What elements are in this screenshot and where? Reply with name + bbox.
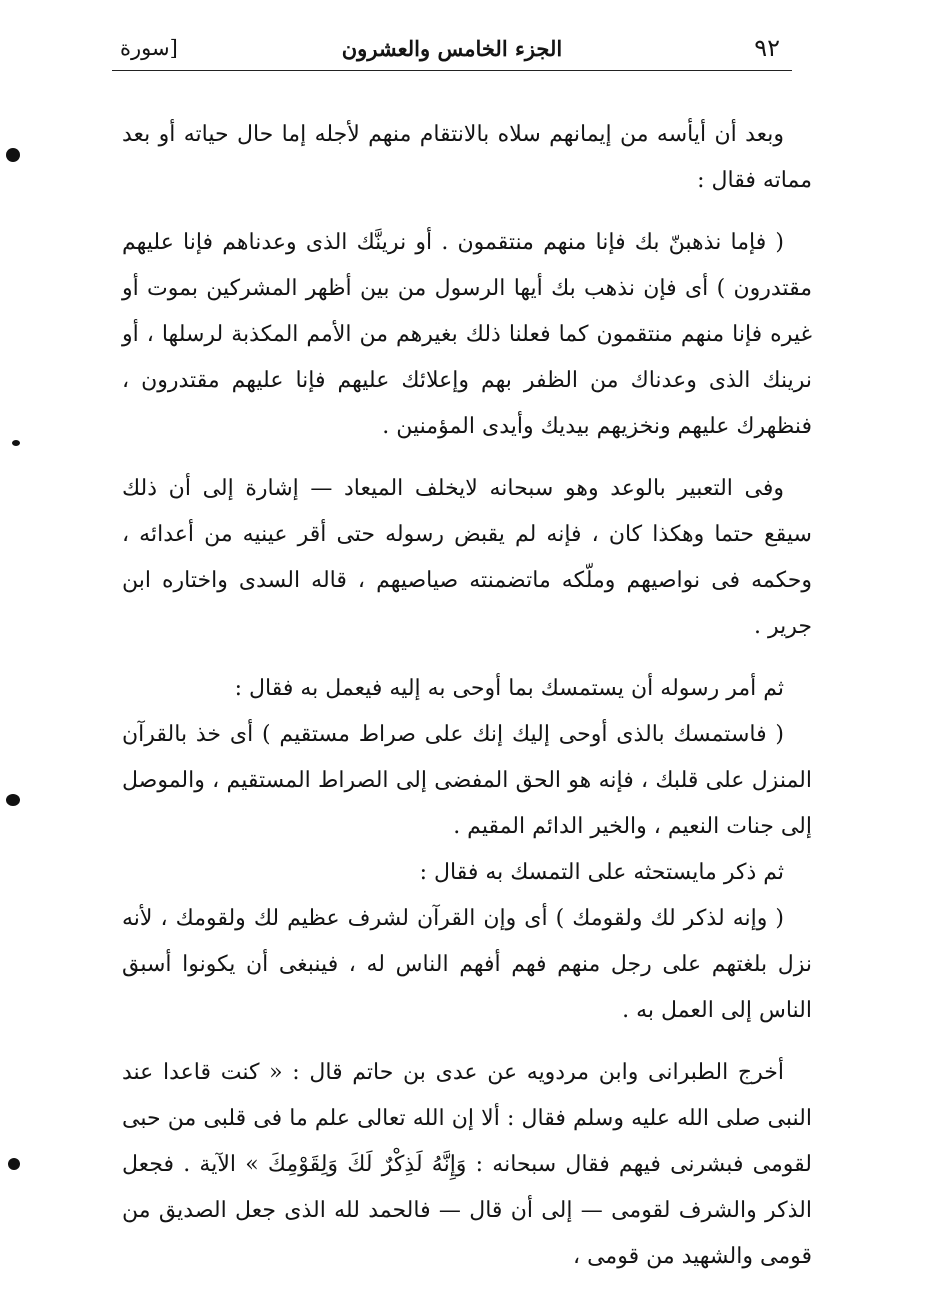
page-header (112, 30, 792, 70)
surah-label: [سورة (120, 36, 178, 60)
paragraph: ( فاستمسك بالذى أوحى إليك إنك على صراط مستقيم ) أى خذ بالقرآن المنزل على قلبك ، فإنه هو الحق المفضى إلى الصراط المستقيم ، والموصل إلى جنات النعيم ، والخير الدائم المقيم . (122, 722, 812, 839)
paragraph: ( فإما نذهبنّ بك فإنا منهم منتقمون . أو نرينَّك الذى وعدناهم فإنا عليهم مقتدرون ) أى فإن نذهب بك أيها الرسول من بين أظهر المشركين بموت أو غيره فإنا منهم منتقمون كما فعلنا ذلك بغيرهم من الأمم المكذبة لرسلها ، أو نرينك الذى وعدناك من الظفر بهم وإعلائك عليهم فإنا عليهم مقتدرون ، فنظهرك عليهم ونخزيهم بيديك وأيدى المؤمنين . (122, 230, 812, 439)
paragraph: وبعد أن أيأسه من إيمانهم سلاه بالانتقام منهم لأجله إما حال حياته أو بعد مماته فقال : (122, 122, 812, 193)
header-rule (112, 70, 792, 71)
body-text (122, 112, 812, 1280)
page-number: ٩٢ (754, 34, 780, 62)
scan-mark (6, 148, 20, 162)
paragraph: ثم ذكر مايستحثه على التمسك به فقال : (419, 860, 784, 885)
paragraph: أخرج الطبرانى وابن مردويه عن عدى بن حاتم قال : « كنت قاعدا عند النبى صلى الله عليه وسلم فقال : ألا إن الله تعالى علم ما فى قلبى من حبى لقومى فبشرنى فيهم فقال سبحانه : وَإِنَّهُ لَذِكْرٌ لَكَ وَلِقَوْمِكَ » الآية . فجعل الذكر والشرف لقومى — إلى أن قال — فالحمد لله الذى جعل الصديق من قومى والشهيد من قومى ، (122, 1060, 812, 1269)
scan-mark (8, 1158, 20, 1170)
scan-mark (12, 440, 20, 446)
running-title: الجزء الخامس والعشرون (341, 36, 563, 61)
scan-mark (6, 794, 20, 806)
paragraph: ثم أمر رسوله أن يستمسك بما أوحى به إليه فيعمل به فقال : (234, 676, 784, 701)
paragraph: وفى التعبير بالوعد وهو سبحانه لايخلف الميعاد — إشارة إلى أن ذلك سيقع حتما وهكذا كان ، فإنه لم يقبض رسوله حتى أقر عينيه من أعدائه ، وحكمه فى نواصيهم وملّكه ماتضمنته صياصيهم ، قاله السدى واختاره ابن جرير . (122, 476, 812, 639)
paragraph: ( وإنه لذكر لك ولقومك ) أى وإن القرآن لشرف عظيم لك ولقومك ، لأنه نزل بلغتهم على رجل منهم فهم أفهم الناس له ، فينبغى أن يكونوا أسبق الناس إلى العمل به . (122, 906, 812, 1023)
